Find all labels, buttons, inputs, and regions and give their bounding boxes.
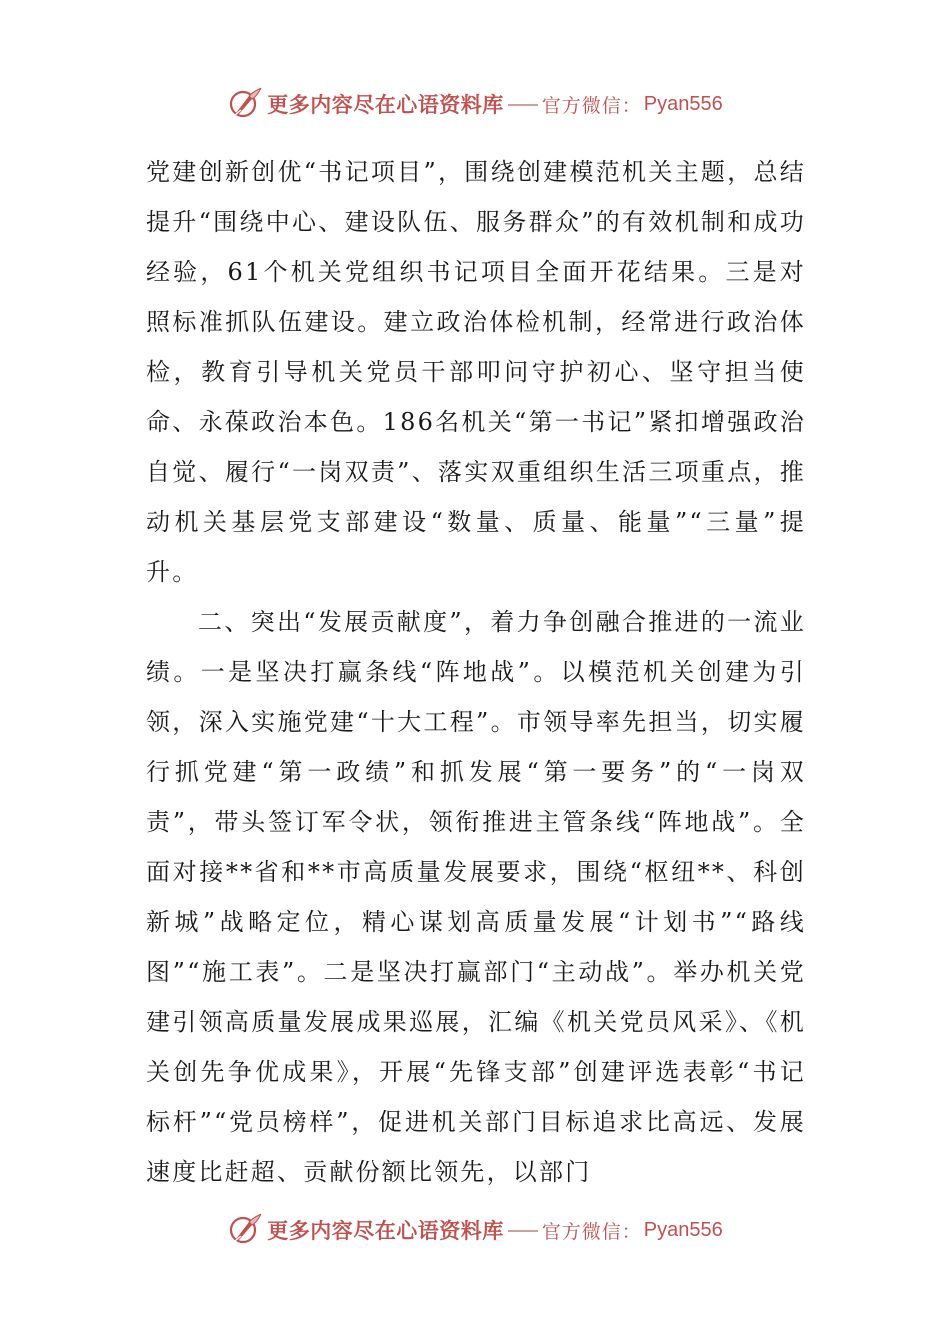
header-label: 官方微信： — [541, 94, 642, 117]
body-paragraph-2: 二、突出“发展贡献度”，着力争创融合推进的一流业绩。一是坚决打赢条线“阵地战”。以模范机关创建为引领，深入实施党建“十大工程”。市领导率先担当，切实履行抓党建“第一政绩”和抓发展“第一要务”的“一岗双责”，带头签订军令状，领衔推进主管条线“阵地战”。全面对接**省和**市高质量发展要求，围绕“枢纽**、科创新城”战略定位，精心谋划高质量发展“计划书”“路线图”“施工表”。二是坚决打赢部门“主动战”。举办机关党建引领高质量发展成果巡展，汇编《机关党员风采》、《机关创先争优成果》，开展“先锋支部”创建评选表彰“书记标杆”“党员榜样”，促进机关部门目标追求比高远、发展速度比赶超、贡献份额比领先，以部门 — [146, 608, 806, 1186]
document-body — [146, 147, 806, 1197]
footer-wechat-id: Pyan556 — [643, 1218, 723, 1241]
header-dash — [508, 104, 538, 106]
footer-dash — [508, 1230, 538, 1232]
body-paragraph-1: 党建创新创优“书记项目”，围绕创建模范机关主题，总结提升“围绕中心、建设队伍、服务群众”的有效机制和成功经验，61个机关党组织书记项目全面开花结果。三是对照标准抓队伍建设。建立政治体检机制，经常进行政治体检，教育引导机关党员干部叩问守护初心、坚守担当使命、永葆政治本色。186名机关“第一书记”紧扣增强政治自觉、履行“一岗双责”、落实双重组织生活三项重点，推动机关基层党支部建设“数量、质量、能量”“三量”提升。 — [146, 158, 806, 586]
quill-logo-icon — [227, 86, 263, 122]
footer-brand: 更多内容尽在心语资料库 — [267, 1218, 504, 1243]
footer-label: 官方微信： — [541, 1220, 642, 1243]
footer-banner — [0, 1208, 950, 1252]
header-brand: 更多内容尽在心语资料库 — [267, 92, 504, 117]
header-wechat-id: Pyan556 — [643, 92, 723, 115]
quill-logo-icon — [227, 1212, 263, 1248]
header-banner — [0, 82, 950, 126]
